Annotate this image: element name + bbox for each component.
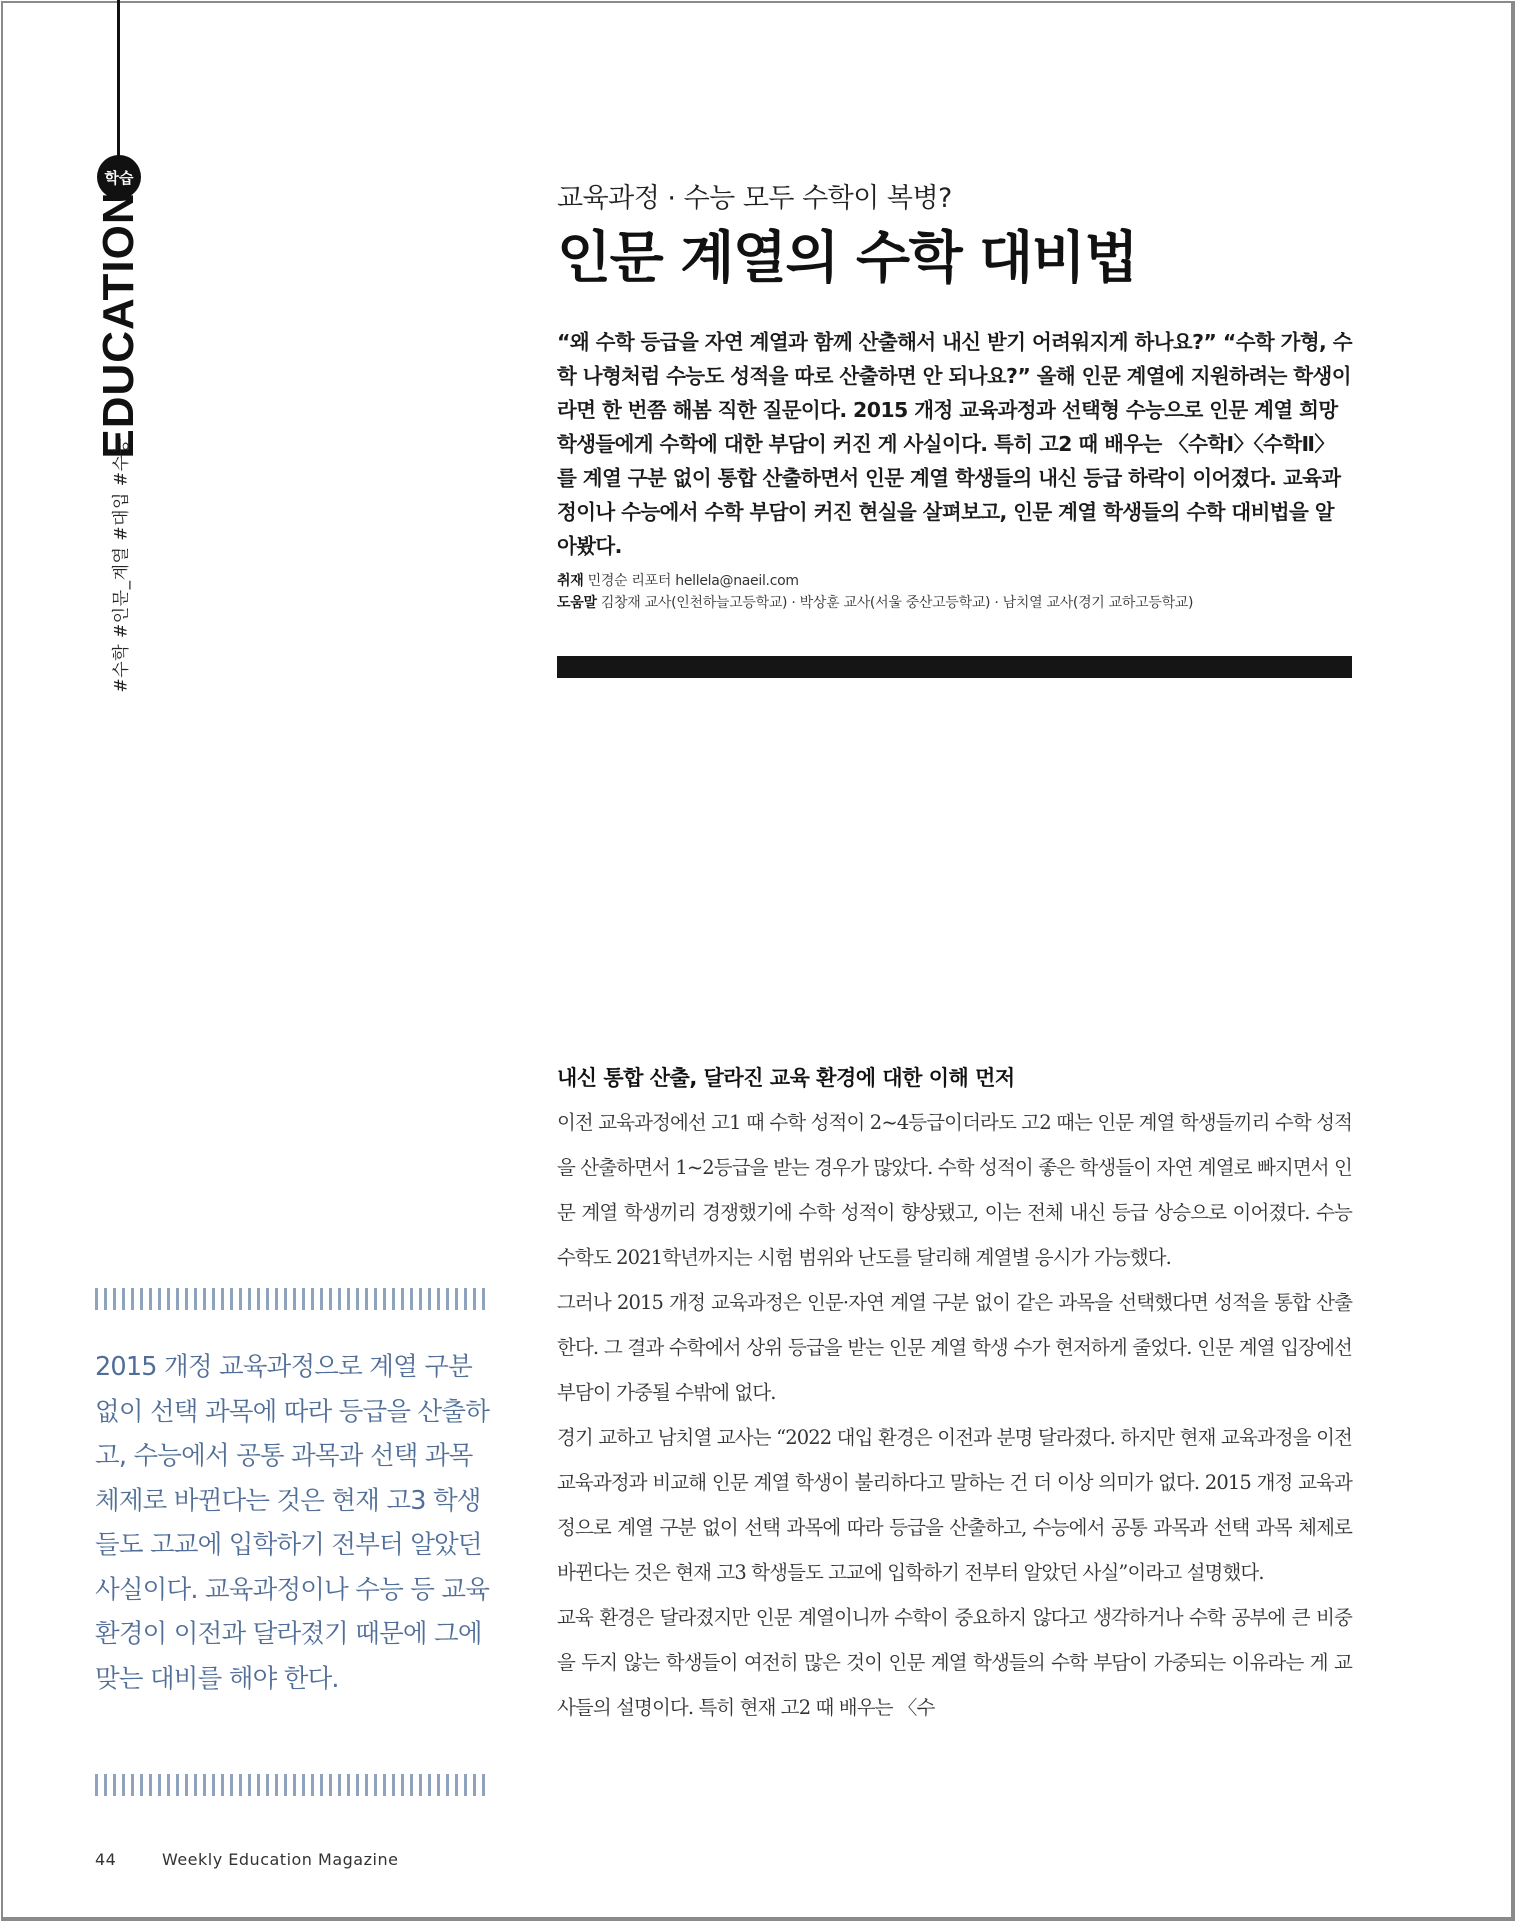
body-subheading: 내신 통합 산출, 달라진 교육 환경에 대한 이해 먼저 <box>557 1066 1015 1090</box>
section-badge: 학습 <box>97 155 141 199</box>
lead-text: “왜 수학 등급을 자연 계열과 함께 산출해서 내신 받기 어려워지게 하나요?” “수학 가형, 수학 나형처럼 수능도 성적을 따로 산출하면 안 되나요?” 올해 인문 계열에 지원하려는 학생이라면 한 번쯤 해봄 직한 질문이다. 2015 개정 교육과정과 선택형 수능으로 인문 계열 희망 학생들에게 수학에 대한 부담이 커진 게 사실이다. 특히 고2 때 배우는 〈수학Ⅰ〉〈수학Ⅱ〉를 계열 구분 없이 통합 산출하면서 인문 계열 학생들의 내신 등급 하락이 이어졌다. 교육과정이나 수능에서 수학 부담이 커진 현실을 살펴보고, 인문 계열 학생들의 수학 대비법을 알아봤다. <box>557 330 1352 558</box>
section-label-vertical: EDUCATION <box>94 191 143 459</box>
body-paragraph: 경기 교하고 남치열 교사는 “2022 대입 환경은 이전과 분명 달라졌다. 하지만 현재 교육과정을 이전 교육과정과 비교해 인문 계열 학생이 불리하다고 말하는 건 더 이상 의미가 없다. 2015 개정 교육과정으로 계열 구분 없이 선택 과목에 따라 등급을 산출하고, 수능에서 공통 과목과 선택 과목 체제로 바뀐다는 것은 현재 고3 학생들도 고교에 입학하기 전부터 알았던 사실”이라고 설명했다. <box>557 1426 1352 1584</box>
article-body <box>557 1100 1352 1730</box>
page-footer <box>95 1850 398 1869</box>
vertical-divider-line <box>117 0 120 157</box>
reporter-name: 민경순 리포터 hellela@naeil.com <box>587 573 799 589</box>
page-number: 44 <box>95 1850 117 1869</box>
publication-name: Weekly Education Magazine <box>161 1850 399 1869</box>
body-paragraph: 이전 교육과정에선 고1 때 수학 성적이 2~4등급이더라도 고2 때는 인문 계열 학생들끼리 수학 성적을 산출하면서 1~2등급을 받는 경우가 많았다. 수학 성적이 좋은 학생들이 자연 계열로 빠지면서 인문 계열 학생끼리 경쟁했기에 수학 성적이 향상됐고, 이는 전체 내신 등급 상승으로 이어졌다. 수능 수학도 2021학년까지는 시험 범위와 난도를 달리해 계열별 응시가 가능했다. <box>557 1111 1352 1269</box>
reporter-label: 취재 <box>557 573 584 589</box>
advisor-label: 도움말 <box>557 595 597 611</box>
reporter-credit <box>557 570 1193 592</box>
pull-quote-bottom-bar <box>95 1774 487 1796</box>
advisor-names: 김창재 교사(인천하늘고등학교) · 박상훈 교사(서울 중산고등학교) · 남치열 교사(경기 교하고등학교) <box>600 595 1194 611</box>
pull-quote-text: 2015 개정 교육과정으로 계열 구분 없이 선택 과목에 따라 등급을 산출하고, 수능에서 공통 과목과 선택 과목 체제로 바뀐다는 것은 현재 고3 학생들도 고교에 입학하기 전부터 알았던 사실이다. 교육과정이나 수능 등 교육 환경이 이전과 달라졌기 때문에 그에 맞는 대비를 해야 한다. <box>95 1352 490 1694</box>
body-paragraph: 교육 환경은 달라졌지만 인문 계열이니까 수학이 중요하지 않다고 생각하거나 수학 공부에 큰 비중을 두지 않는 학생들이 여전히 많은 것이 인문 계열 학생들의 수학 부담이 가중되는 이유라는 게 교사들의 설명이다. 특히 현재 고2 때 배우는 〈수 <box>557 1606 1352 1719</box>
kicker: 교육과정 · 수능 모두 수학이 복병? <box>557 183 952 214</box>
body-paragraph: 그러나 2015 개정 교육과정은 인문·자연 계열 구분 없이 같은 과목을 선택했다면 성적을 통합 산출한다. 그 결과 수학에서 상위 등급을 받는 인문 계열 학생 수가 현저하게 줄었다. 인문 계열 입장에선 부담이 가중될 수밖에 없다. <box>557 1291 1352 1404</box>
credits <box>557 570 1193 614</box>
section-rule-bar <box>557 656 1352 678</box>
pull-quote-top-bar <box>95 1288 487 1310</box>
hashtags: #수학 #인문_계열 #대입 #수능 <box>111 437 132 693</box>
lead-paragraph <box>557 325 1352 563</box>
page-title: 인문 계열의 수학 대비법 <box>557 226 1137 291</box>
pull-quote <box>95 1345 495 1701</box>
advisor-credit <box>557 592 1193 614</box>
